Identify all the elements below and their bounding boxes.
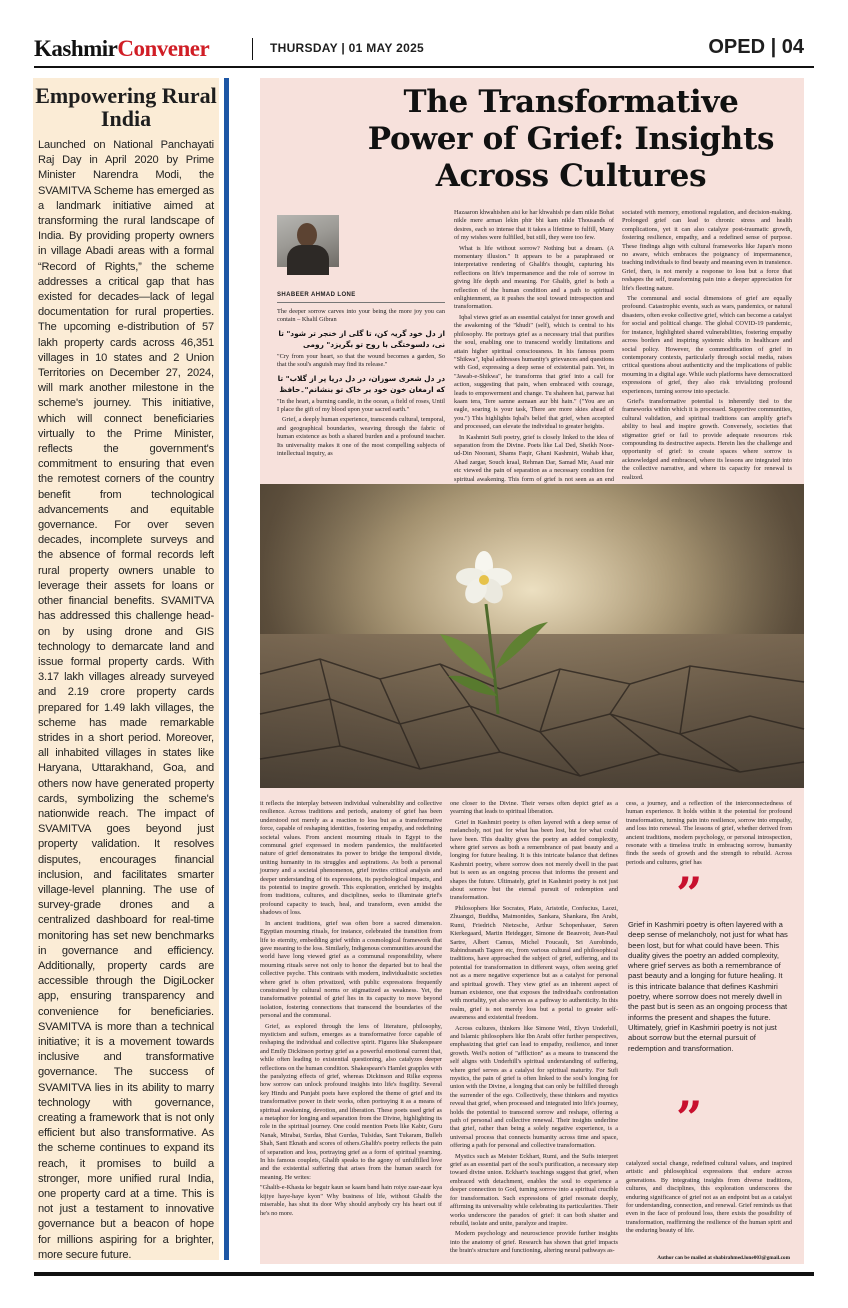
paragraph: Philosophers like Socrates, Plato, Aristotle, Confucius, Laozi, Zhuangzi, Buddha, Maimonides, Sankara, Shankara, Ibn Arabi, Rumi, Friedrich Nietzsche, Arthur Schopenhauer, Søren Kierkegaard, Martin Heidegger, Simone de Beauvoir, Jean-Paul Sartre, Albert Camus, Michel Foucault, Sri Aurobindo, Rabindranath Tagore etc, from various cultural and philosophical traditions, have approached the subject of grief, suffering, and its potential for transformation in different ways, often seeing grief not as a mere negative experience but as a catalyst for personal and spiritual growth. They view grief as an inherent aspect of human existence, one that exposes the individual's confrontation with mortality, yet also serves as a pathway to authenticity. In this realm, grief is not merely loss but a portal to greater self-awareness and existential freedom. [450,904,618,1022]
paragraph: Across cultures, thinkers like Simone Weil, Elvyn Underhill, and Islamic philosophers like Ibn Arabi offer further perspectives, emphasizing that grief can lead to empathy, resilience, and inner growth. Weil's notion of "affliction" as a means to transcend the self aligns with Underhill's spiritual understanding of suffering, where grief serves as a catalyst for spiritual maturity. For Sufi mystics, the pain of grief is often linked to the soul's longing for union with the Divine, a longing that can only be fulfilled through the surrender of the ego. Collectively, these thinkers and mystics reveal that grief, when processed and integrated into life's journey, holds the potential to transcend sorrow and reshape, offering a path of personal and collective renewal. Their insights underline that grief, rather than being a solely negative experience, is a universal process that connects humanity across time and space, offering a path for personal and collective transformation. [450,1024,618,1150]
paragraph: sociated with memory, emotional regulation, and decision-making. Prolonged grief can lead to chronic stress and health complications, yet it can also catalyze post-traumatic growth, fostering resilience, empathy, and a redefined sense of purpose. These findings align with cultural frameworks like Japan's mono no aware, which embraces the poignancy of impermanence, teaching individuals to find beauty and meaning even in transience. Grief, then, is not merely a response to loss but a force that reshapes the self, transforming pain into a deeper appreciation for life's fleeting nature. [622,209,792,292]
paragraph: catalyzed social change, redefined cultural values, and inspired artistic and philosophical expressions that endure across generations. By integrating insights from diverse traditions, cultures, and disciplines, this exploration underscores the enduring significance of grief not as an endpoint but as a catalyst for understanding, connection, and renewal. Grief reminds us that even in the face of profound loss, there exists the possibility of transformation, reaffirming the resilience of the human spirit and the enduring beauty of life. [626,1160,792,1235]
column-1-lower [260,800,442,1256]
brand-part1: Kashmir [34,36,118,61]
paragraph: Grief's transformative potential is inherently tied to the frameworks within which it is processed. Supportive communities, cultural validation, and spiritual traditions can amplify grief's ability to heal and inspire growth. Conversely, societies that stigmatize grief or fail to provide adequate resources risk compounding its destructive aspects. Herein lies the challenge and opportunity of grief: to create spaces where sorrow is acknowledged and embraced, where its lessons are integrated into the collective narrative, and where its capacity for renewal is realized. [622,397,792,481]
sidebar-title: Empowering Rural India [35,83,217,131]
verse-translation-2: "In the heart, a burning candle, in the ocean, a field of roses, Until I place the gift of my blood upon your sacred earth." [277,397,445,414]
urdu-verse-1: از دل خود گریہ کن، تا گلی از خنجر تر شود" تا نی، دلسوختگی با روح تو بگریزد" رومی [278,328,445,349]
paragraph: The communal and social dimensions of grief are equally profound. Catastrophic events, such as wars, pandemics, or natural disasters, often evoke collective grief, which can become a catalyst for social and political change. The global COVID-19 pandemic, for instance, highlighted shared vulnerabilities, fostering empathy across borders and inspiring systemic shifts in healthcare and social policy. However, the commodification of grief in contemporary contexts, particularly through social media, raises critical questions about authenticity and the implications of public mourning in a digital age. While such platforms have democratized expressions of grief, they also risk trivializing profound experiences, turning sorrow into spectacle. [622,295,792,395]
brand-part2: Convener [117,36,210,61]
pull-quote: Grief in Kashmiri poetry is often layered with a deep sense of melancholy, not just for what has been lost, but for what could have been. This duality gives the poetry an added complexity, where grief serves as both a remembrance of past beauty and a longing for future healing. It is this intricate balance that defines Kashmiri poetry, where sorrow does not merely dwell in the past but is seen as an ongoing process that informs the present and shapes the future. Ultimately, grief in Kashmiri poetry is not just about sorrow but the eternal pursuit of redemption and transformation. [628,920,788,1053]
issue-date: THURSDAY | 01 MAY 2025 [270,41,425,55]
paragraph: it reflects the interplay between individual vulnerability and collective resilience. Across traditions and periods, anatomy of grief has been understood not merely as a reaction to loss but as a transformative force, capable of reshaping identities, fostering empathy, and redefining societal values. From ancient mourning rituals in Egypt to the communal grief expressed in modern pandemics, the multifaceted nature of grief demonstrates its power to bridge the temporal divide, uniting humanity in its struggles and aspirations. As both a personal journey and a societal phenomenon, grief invites critical analysis and deeper understanding of its expressions, its psychological impacts, and its potential to inspire growth. This exploration, enriched by insights from traditions, cultures, and disciplines, seeks to illuminate grief's profound capacity to teach, heal, and transform, even amidst the shadows of loss. [260,800,442,917]
ghalib-verse: Hazaaron khwahishen aisi ke har khwahish pe dam nikle Bohat nikle mere arman lekin phir bhi kam nikle Thousands of desires, each so intense that it takes a lifetime to fulfill, Many of my wishes were fulfilled, but still, they were too few. [454,209,614,242]
column-3-lower-bottom [626,1160,792,1250]
closing-quote-icon: ” [676,867,703,921]
paragraph: Grief, as explored through the lens of literature, philosophy, mysticism and sufism, emerges as a transformative force capable of reshaping the individual and collective spirit. Figures like Shakespeare and Emily Dickinson portray grief as a powerful emotional current that, while often leading to existential questioning, also catalyzes deeper reflections on the human condition. Shakespeare's Hamlet grapples with the paralyzing effects of grief, whereas Dickinson and Rilke express how sorrow can unlock profound insights into life's fragility. Several key Hindu and Punjabi poets have explored the theme of grief and its transformative power in their works, often portraying it as a means of spiritual awakening, devotion, and liberation. These poets used grief as a metaphor for longing and separation from the Divine, highlighting its role in the spiritual journey. One could mention Poets like Kabir, Guru Nanak, Mirabai, Surdas, Bhai Gurdas, Tulsidas, Sant Tukaram, Bulleh Shah, Sant Eknath and scores of others.Ghalib's poetry reflects the pain of separation and loss, portraying grief as a form of spiritual yearning. In his famous couplets, Ghalib speaks to the agony of unfulfilled love and the existential suffering that arises from the human search for meaning. He writes: [260,1022,442,1181]
column-3-upper [622,209,792,481]
sidebar-accent-rule [224,78,229,1260]
main-article [260,78,804,1264]
top-rule [34,66,814,68]
paragraph: Modern psychology and neuroscience provide further insights into the anatomy of grief. Research has shown that grief impacts the brain's structure and functioning, altering neural pathways as- [450,1230,618,1255]
intro-quote: The deeper sorrow carves into your being the more joy you can contain – Khalil Gibran [277,308,445,324]
article-headline: The Transformative Power of Grief: Insights Across Cultures [367,84,775,194]
urdu-verse-2: در دل شعری سوزان، در دل دریا پر از گلاب" تا که ارمغان خون خود بر خاک تو بنشانم"۔حافظ [277,373,445,394]
ghalib-verse-2: "Ghalib-e-Khasta ke beguir kaun se kaam band hain roiye zaar-zaar kya kijiye haye-haye kyon" Why business of life, without Ghalib the miserable, has shut its door Why should anybody cry his heart out if he's no more. [260,1184,442,1217]
brand-logo [34,36,209,62]
verse-translation-1: "Cry from your heart, so that the wound becomes a garden, So that the soul's anguish may find its release." [277,352,445,369]
paragraph: In ancient traditions, grief was often bore a sacred dimension. Egyptian mourning rituals, for instance, celebrated the transition from life to eternity, embedding grief within a cosmological framework that gave meaning to the loss. Similarly, Indigenous communities around the world have long viewed grief as a communal responsibility, where mourning rituals serve not only to honor the departed but to heal the collective psyche. This contrasts with modern, individualistic societies where grief is often privatized, with public expressions frequently constrained by cultural norms or stigmatized as weakness. Yet, the transformative potential of grief lies in its capacity to move beyond isolation, fostering connections that transcend the boundaries of the personal and the communal. [260,919,442,1020]
masthead-divider [252,38,253,60]
author-byline: SHABEER AHMAD LONE [277,292,356,298]
masthead [34,36,814,66]
column-3-lower-top [626,800,792,866]
paragraph: Iqbal views grief as an essential catalyst for inner growth and the awakening of the "khudi" (self), which is central to his philosophy. He portrays grief as a necessary trial that purifies the soul, enabling one to transcend worldly limitations and attain higher spiritual consciousness. In his famous poem "Shikwa", Iqbal addresses humanity's grievances and questions with God, expressing a deep sense of existential pain. Yet, in "Jawab-e-Shikwa", he transforms that grief into a call for action, suggesting that pain, when embraced with courage, leads to empowerment and change. Tu shaheen hai, parwaz hai kaam tera, Tere samne asmaan aur bhi hain." ("You are an eagle, soaring is your task, There are more skies ahead of you.") This highlights Iqbal's belief that grief, when accepted and processed, can elevate the individual to greater heights. [454,313,614,431]
feature-photo-flower-cracked-earth [260,484,804,788]
paragraph: Mystics such as Meister Eckhart, Rumi, and the Sufis interpret grief as an essential part of the soul's purification, a necessary step toward divine union. Eckhart's teachings suggest that grief, when embraced with detachment, enables the soul to experience a deeper connection to God, turning sorrow into a spiritual crucible for transformation. Such expressions of grief resonate deeply, affirming its universality while celebrating its particularities. Their works underscore the paradox of grief: it can both shatter and rebuild, isolate and unite, paralyze and inspire. [450,1152,618,1227]
paragraph: What is life without sorrow? Nothing but a dream. (A momentary illusion." It appears to be a paraphrased or interpretative rendering of Ghalib's thought, capturing his reflections on life's impermanence and the role of sorrow in giving life depth and meaning. For Ghalib, grief is both a reflection of the human condition and a path to spiritual enlightenment, as it pushes the soul toward introspection and transformation. [454,244,614,311]
column-1-upper [277,308,445,480]
paragraph: Grief, a deeply human experience, transcends cultural, temporal, and geographical boundaries, weaving through the fabric of human existence as both a shared burden and a profound teacher. Its universality makes it one of the most compelling subjects of intellectual inquiry, as [277,416,445,458]
paragraph: Grief in Kashmiri poetry is often layered with a deep sense of melancholy, not just for what has been lost, but for what could have been. This duality gives the poetry an added complexity, where grief serves as both a remembrance of past beauty and a longing for future healing. It is this intricate balance that defines Kashmiri poetry, where sorrow does not merely dwell in the past but is seen as an ongoing process that informs the present and shapes the future. Ultimately, grief in Kashmiri poetry is not just about sorrow but the eternal pursuit of redemption and transformation. [450,818,618,902]
sidebar-article [33,78,219,1260]
paragraph: one closer to the Divine. Their verses often depict grief as a yearning that leads to spiritual liberation. [450,800,618,816]
paragraph: In Kashmiri Sufi poetry, grief is closely linked to the idea of separation from the Divine. Poets like Lal Ded, Sheikh Noor-ud-Din Noorani, Shams Faqir, Ghani Kashmiri, Wahab khar, Ahad zargar, Souch kraal, Rehman Dar, Samad Mir, Asad mir etc viewed the pain of separation as a necessary condition for spiritual awakening. This form of grief is not seen as an end [454,433,614,483]
author-photo [277,215,339,267]
section-page: OPED | 04 [708,36,804,58]
column-2-upper [454,209,614,481]
author-email: Author can be mailed at shabirahmed.lone003@gmail.com [657,1255,790,1261]
column-2-lower [450,800,618,1256]
closing-quote-icon: ” [676,1091,703,1145]
bottom-rule [34,1272,814,1276]
paragraph: cess, a journey, and a reflection of the interconnectedness of human experience. It holds within it the potential for profound transformation, turning pain into resilience, sorrow into empathy, and loss into renewal. The lessons of grief, whether derived from ancient traditions, modern psychology, or personal introspection, resonate with a timeless truth: in embracing sorrow, humanity finds the seeds of growth and the strength to rebuild. Across periods and cultures, grief has [626,800,792,866]
byline-rule [277,302,445,303]
sidebar-body: Launched on National Panchayati Raj Day in April 2020 by Prime Minister Narendra Modi, the SVAMITVA Scheme has emerged as a landmark initiative aimed at transforming the rural landscape of India. By providing property owners in village Abadi areas with a formal “Record of Rights,” the scheme addresses a critical gap that has existed for decades—lack of legal documentation for rural properties. The upcoming e-distribution of 57 lakh property cards across 46,351 villages in 10 states and 2 Union Territories on December 27, 2024, will mark another milestone in the scheme's journey. This initiative, which will connect beneficiaries virtually to the Prime Minister, reflects the government's commitment to ensuring that even the remotest corners of the country benefit from technological advancements and equitable governance. For over seven decades, incomplete surveys and the absence of formal records left rural property owners unable to leverage their assets for loans or other financial benefits. SVAMITVA has addressed this challenge head-on by using drone and GIS technology to demarcate land and issue formal property cards. With 3.17 lakh villages already surveyed and 2.19 crore property cards prepared for 1.49 lakh villages, the scheme has made remarkable strides in a short period. Moreover, all inhabited villages in states like Haryana, Uttarakhand, Goa, and others now have generated property cards, symbolizing the scheme's nationwide reach. The impact of SVAMITVA goes beyond just property validation. It resolves disputes, encourages financial inclusion, and facilitates smarter village-level planning. The use of survey-grade drones and a centralized dashboard for real-time monitoring has set new benchmarks in governance and efficiency. Additionally, property cards are accessible through the DigiLocker app, ensuring transparency and convenience for beneficiaries. SVAMITVA is more than a technical initiative; it is a movement towards inclusive and transformative governance. The success of SVAMITVA lies in its ability to marry technology with governance, creating a framework that is not only efficient but also transformative. As the scheme continues to expand its reach, it promises to build a stronger, more unified rural India, one property card at a time. This is not just a testament to innovative governance but a beacon of hope for millions aspiring for a brighter, more secure future. [38,139,214,1261]
